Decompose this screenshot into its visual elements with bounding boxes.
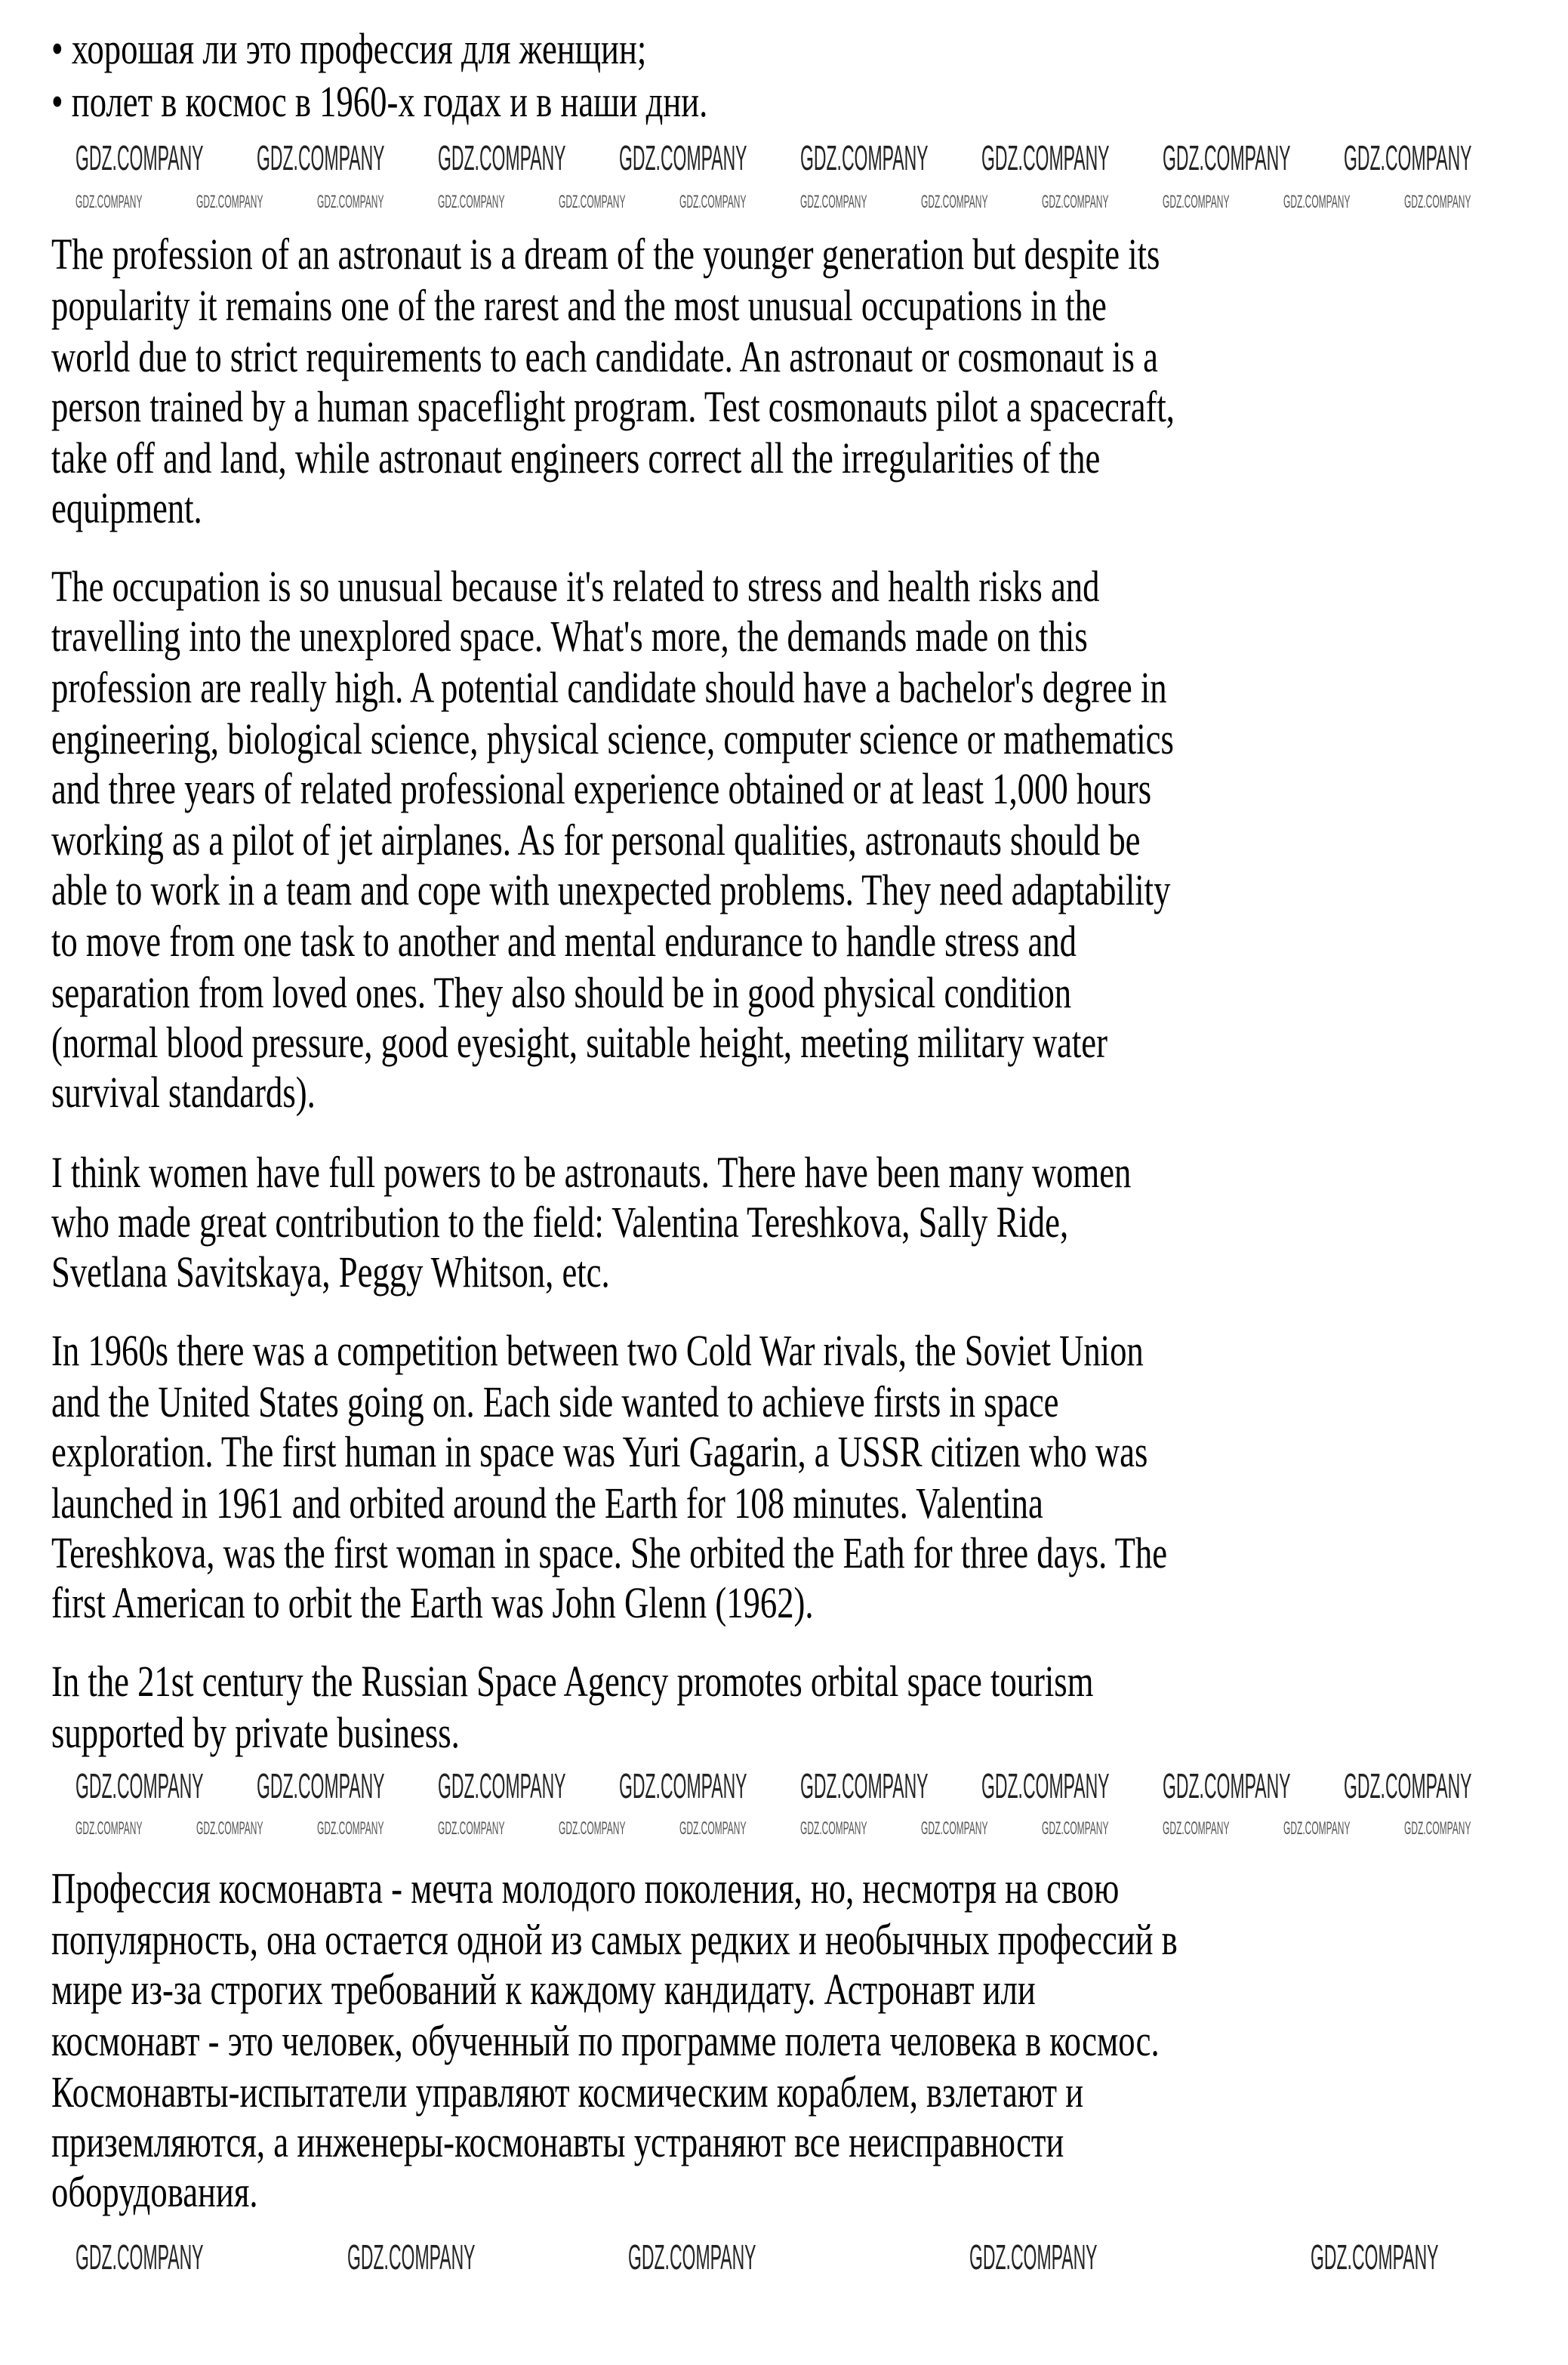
watermark: GDZ.COMPANY bbox=[75, 192, 143, 212]
watermark: GDZ.COMPANY bbox=[921, 192, 988, 212]
watermark: GDZ.COMPANY bbox=[619, 138, 747, 177]
watermark: GDZ.COMPANY bbox=[317, 1818, 384, 1839]
text-line: working as a pilot of jet airplanes. As for personal qualities, astronauts should be bbox=[51, 816, 1141, 865]
text-line: separation from loved ones. They also should be in good physical condition bbox=[51, 968, 1072, 1017]
text-line: оборудования. bbox=[51, 2167, 258, 2216]
watermark: GDZ.COMPANY bbox=[1042, 192, 1109, 212]
watermark: GDZ.COMPANY bbox=[1311, 2237, 1439, 2277]
watermark: GDZ.COMPANY bbox=[921, 1818, 988, 1839]
text-line: able to work in a team and cope with unexpected problems. They need adaptability bbox=[51, 865, 1171, 914]
watermark: GDZ.COMPANY bbox=[1283, 1818, 1351, 1839]
text-line: and the United States going on. Each side wanted to achieve firsts in space bbox=[51, 1377, 1059, 1426]
watermark: GDZ.COMPANY bbox=[438, 138, 566, 177]
bullet-item: • хорошая ли это профессия для женщин; bbox=[51, 24, 647, 73]
watermark: GDZ.COMPANY bbox=[438, 1818, 505, 1839]
text-line: person trained by a human spaceflight program. Test cosmonauts pilot a spacecraft, bbox=[51, 382, 1175, 431]
text-line: survival standards). bbox=[51, 1068, 316, 1117]
text-line: profession are really high. A potential candidate should have a bachelor's degree in bbox=[51, 663, 1167, 712]
text-line: Tereshkova, was the first woman in space. She orbited the Eath for three days. The bbox=[51, 1528, 1168, 1577]
bullet-item: • полет в космос в 1960-х годах и в наши дни. bbox=[51, 77, 708, 126]
watermark: GDZ.COMPANY bbox=[1344, 1766, 1472, 1805]
watermark: GDZ.COMPANY bbox=[1163, 1766, 1291, 1805]
watermark: GDZ.COMPANY bbox=[1283, 192, 1351, 212]
watermark: GDZ.COMPANY bbox=[800, 192, 867, 212]
watermark: GDZ.COMPANY bbox=[1163, 1818, 1230, 1839]
watermark: GDZ.COMPANY bbox=[1344, 138, 1472, 177]
watermark: GDZ.COMPANY bbox=[1163, 138, 1291, 177]
watermark: GDZ.COMPANY bbox=[1163, 192, 1230, 212]
text-line: exploration. The first human in space was Yuri Gagarin, a USSR citizen who was bbox=[51, 1427, 1148, 1476]
watermark: GDZ.COMPANY bbox=[438, 1766, 566, 1805]
text-line: travelling into the unexplored space. What's more, the demands made on this bbox=[51, 612, 1088, 661]
text-line: мире из-за строгих требований к каждому кандидату. Астронавт или bbox=[51, 1965, 1036, 2014]
text-line: In the 21st century the Russian Space Agency promotes orbital space tourism bbox=[51, 1657, 1094, 1706]
text-line: Космонавты-испытатели управляют космическим кораблем, взлетают и bbox=[51, 2067, 1084, 2117]
watermark: GDZ.COMPANY bbox=[196, 192, 263, 212]
watermark: GDZ.COMPANY bbox=[679, 192, 747, 212]
watermark: GDZ.COMPANY bbox=[800, 138, 929, 177]
text-line: приземляются, а инженеры-космонавты устраняют все неисправности bbox=[51, 2117, 1064, 2166]
text-line: world due to strict requirements to each candidate. An astronaut or cosmonaut is a bbox=[51, 332, 1158, 381]
watermark: GDZ.COMPANY bbox=[317, 192, 384, 212]
watermark: GDZ.COMPANY bbox=[1042, 1818, 1109, 1839]
text-line: and three years of related professional experience obtained or at least 1,000 hours bbox=[51, 764, 1152, 813]
text-line: (normal blood pressure, good eyesight, suitable height, meeting military water bbox=[51, 1018, 1108, 1067]
text-line: supported by private business. bbox=[51, 1708, 460, 1757]
text-line: Профессия космонавта - мечта молодого поколения, но, несмотря на свою bbox=[51, 1864, 1120, 1913]
text-line: to move from one task to another and mental endurance to handle stress and bbox=[51, 917, 1077, 966]
watermark: GDZ.COMPANY bbox=[800, 1766, 929, 1805]
text-line: Svetlana Savitskaya, Peggy Whitson, etc. bbox=[51, 1247, 610, 1297]
watermark: GDZ.COMPANY bbox=[679, 1818, 747, 1839]
text-line: популярность, она остается одной из самых редких и необычных профессий в bbox=[51, 1915, 1178, 1964]
text-line: The profession of an astronaut is a dream of the younger generation but despite its bbox=[51, 230, 1160, 279]
watermark: GDZ.COMPANY bbox=[628, 2237, 756, 2277]
watermark: GDZ.COMPANY bbox=[1404, 192, 1471, 212]
text-line: engineering, biological science, physical science, computer science or mathematics bbox=[51, 714, 1174, 763]
text-line: launched in 1961 and orbited around the Earth for 108 minutes. Valentina bbox=[51, 1479, 1043, 1528]
watermark: GDZ.COMPANY bbox=[75, 2237, 204, 2277]
text-line: I think women have full powers to be astronauts. There have been many women bbox=[51, 1148, 1132, 1197]
text-line: who made great contribution to the field: Valentina Tereshkova, Sally Ride, bbox=[51, 1198, 1069, 1247]
watermark: GDZ.COMPANY bbox=[257, 138, 385, 177]
watermark: GDZ.COMPANY bbox=[347, 2237, 476, 2277]
text-line: космонавт - это человек, обученный по программе полета человека в космос. bbox=[51, 2016, 1160, 2065]
watermark: GDZ.COMPANY bbox=[1404, 1818, 1471, 1839]
text-line: take off and land, while astronaut engineers correct all the irregularities of the bbox=[51, 433, 1101, 483]
text-line: first American to orbit the Earth was John Glenn (1962). bbox=[51, 1578, 814, 1627]
watermark: GDZ.COMPANY bbox=[981, 1766, 1110, 1805]
watermark: GDZ.COMPANY bbox=[619, 1766, 747, 1805]
watermark: GDZ.COMPANY bbox=[559, 192, 626, 212]
text-line: The occupation is so unusual because it's related to stress and health risks and bbox=[51, 562, 1100, 611]
text-line: equipment. bbox=[51, 483, 202, 532]
watermark: GDZ.COMPANY bbox=[196, 1818, 263, 1839]
watermark: GDZ.COMPANY bbox=[559, 1818, 626, 1839]
watermark: GDZ.COMPANY bbox=[800, 1818, 867, 1839]
text-line: In 1960s there was a competition between two Cold War rivals, the Soviet Union bbox=[51, 1326, 1144, 1375]
text-line: popularity it remains one of the rarest and the most unusual occupations in the bbox=[51, 281, 1107, 330]
watermark: GDZ.COMPANY bbox=[257, 1766, 385, 1805]
watermark: GDZ.COMPANY bbox=[75, 138, 204, 177]
watermark: GDZ.COMPANY bbox=[75, 1766, 204, 1805]
watermark: GDZ.COMPANY bbox=[969, 2237, 1098, 2277]
watermark: GDZ.COMPANY bbox=[75, 1818, 143, 1839]
watermark: GDZ.COMPANY bbox=[438, 192, 505, 212]
watermark: GDZ.COMPANY bbox=[981, 138, 1110, 177]
